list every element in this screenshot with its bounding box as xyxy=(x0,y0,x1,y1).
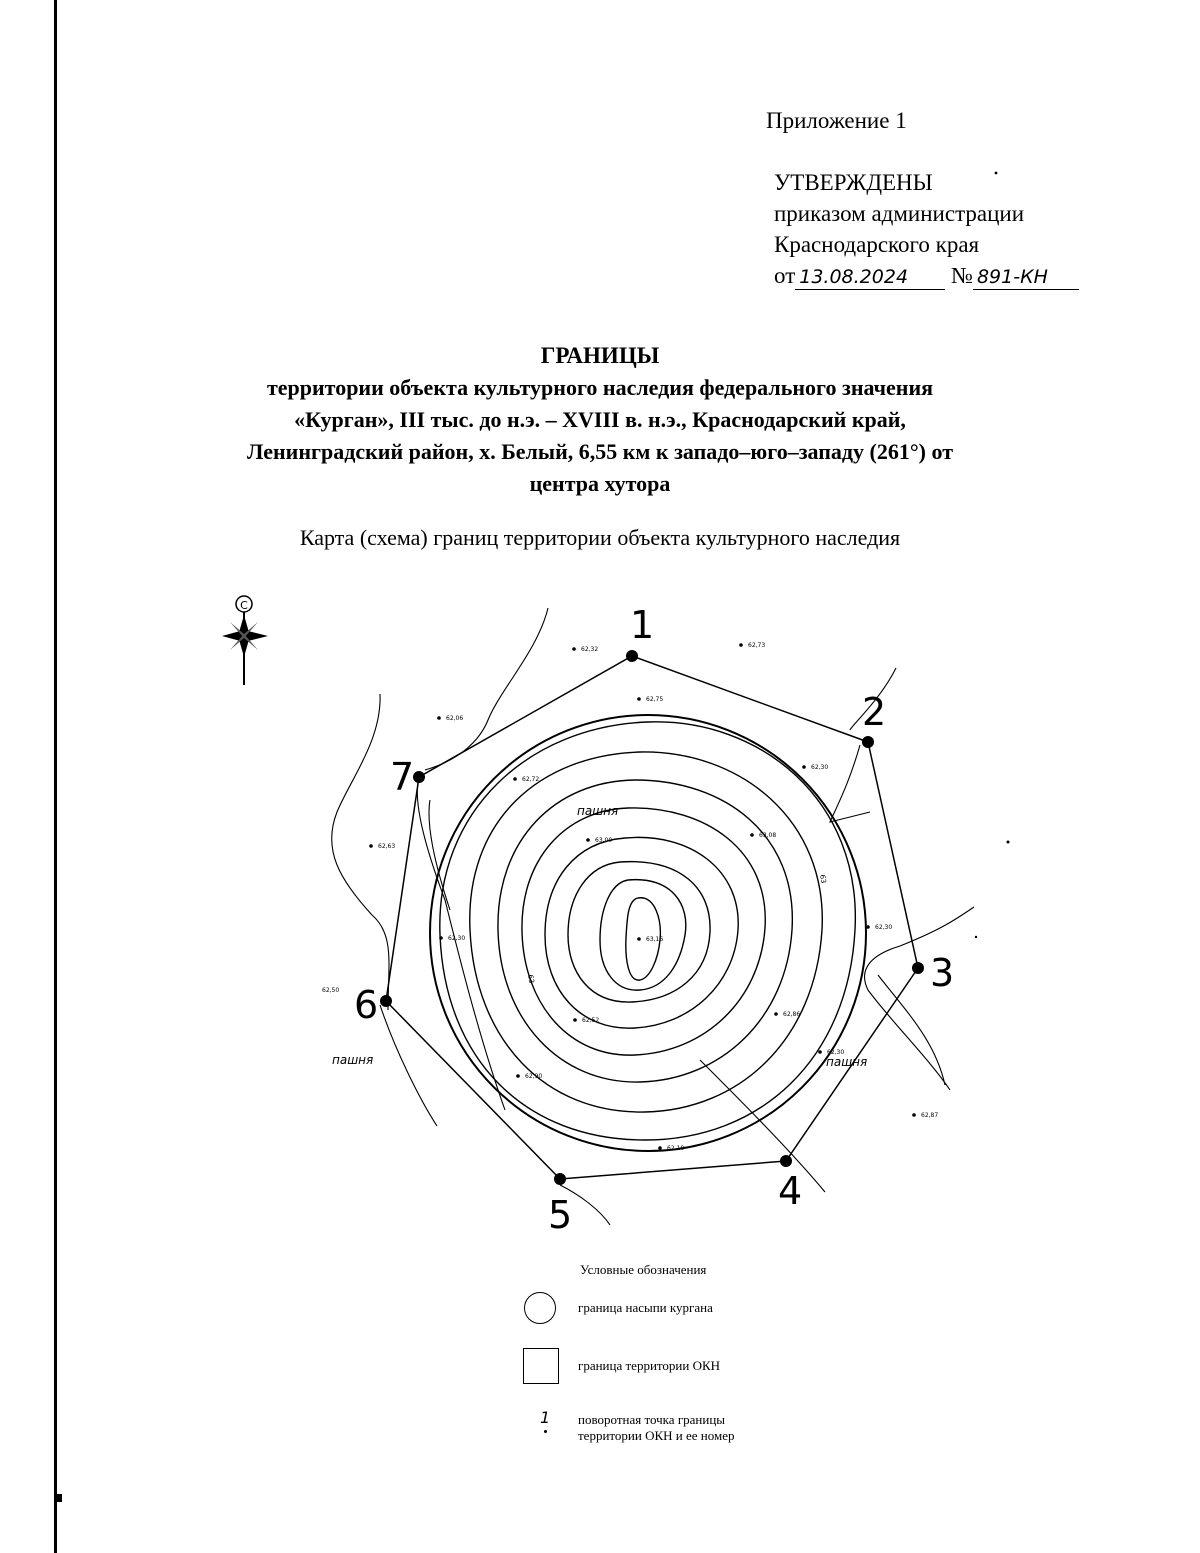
turning-point-7 xyxy=(413,771,425,783)
turning-points xyxy=(380,650,924,1185)
elevation-label: 62,52 xyxy=(582,1017,600,1024)
elevation-label: 62,50 xyxy=(322,987,340,994)
legend-mound-label: граница насыпи кургана xyxy=(578,1300,713,1315)
elevation-label: 62,06 xyxy=(446,715,464,722)
stray-mark xyxy=(1007,841,1010,844)
turning-point-number: 5 xyxy=(548,1193,573,1237)
elevation-label: 62,30 xyxy=(875,924,893,931)
legend-point-label-1: поворотная точка границы xyxy=(578,1412,726,1427)
elevation-label: 62,87 xyxy=(921,1112,939,1119)
elevation-label: 63,16 xyxy=(646,936,664,943)
legend-point-label-2: территории ОКН и ее номер xyxy=(578,1428,735,1443)
turning-point-number: 4 xyxy=(778,1169,803,1213)
elevation-label: 62,30 xyxy=(827,1049,845,1056)
elevation-label: 62,63 xyxy=(378,843,396,850)
compass-letter: С xyxy=(240,599,248,612)
elevation-label: 62,72 xyxy=(522,776,540,783)
area-label: пашня xyxy=(332,1053,374,1067)
turning-point-4 xyxy=(780,1155,792,1167)
square-symbol-icon xyxy=(523,1348,559,1384)
okn-territory-boundary xyxy=(386,656,918,1179)
turning-point-number: 3 xyxy=(930,951,955,995)
area-label: пашня xyxy=(577,804,619,818)
elevation-label: 62,86 xyxy=(783,1011,801,1018)
circle-symbol-icon xyxy=(524,1292,556,1324)
approved-line-2: Краснодарского края xyxy=(774,232,980,257)
elevation-label: 62,30 xyxy=(811,764,829,771)
title-line-2: «Курган», III тыс. до н.э. – XVIII в. н.э., Краснодарский край, xyxy=(294,407,906,432)
elevation-label: 62,30 xyxy=(448,935,466,942)
contour-label: 63 xyxy=(818,873,828,885)
turning-point-number: 6 xyxy=(354,983,379,1027)
approved-line-1: приказом администрации xyxy=(774,201,1025,226)
elevation-marks xyxy=(322,642,938,1152)
turning-point-2 xyxy=(862,736,874,748)
stray-mark xyxy=(995,172,998,175)
number-prefix: № xyxy=(951,263,973,288)
elevation-label: 63,08 xyxy=(759,832,777,839)
turning-point-symbol: 1 xyxy=(540,1408,551,1427)
elevation-label: 62,73 xyxy=(748,642,766,649)
approved-heading: УТВЕРЖДЕНЫ xyxy=(774,170,933,195)
title-line-3: Ленинградский район, х. Белый, 6,55 км к западо–юго–западу (261°) от xyxy=(246,439,954,464)
handwritten-number: 891-КН xyxy=(973,265,1079,290)
contour-lines xyxy=(440,722,856,1140)
title-line-1: территории объекта культурного наследия федерального значения xyxy=(266,375,934,400)
turning-point-6 xyxy=(380,995,392,1007)
turning-point-dot-icon xyxy=(544,1430,547,1433)
handwritten-date: 13.08.2024 xyxy=(795,265,945,290)
turning-point-5 xyxy=(554,1173,566,1185)
contour-label: 63 xyxy=(526,973,536,985)
turning-point-1 xyxy=(626,650,638,662)
elevation-label: 63,00 xyxy=(595,837,613,844)
elevation-label: 62,90 xyxy=(525,1073,543,1080)
turning-point-number: 2 xyxy=(862,690,887,734)
date-prefix: от xyxy=(774,263,796,288)
turning-point-number: 7 xyxy=(390,755,415,799)
title-heading: ГРАНИЦЫ xyxy=(540,343,660,368)
elevation-label: 62,32 xyxy=(581,646,599,653)
elevation-label: 62,10 xyxy=(667,1145,685,1152)
appendix-label: Приложение 1 xyxy=(766,108,907,133)
legend-title: Условные обозначения xyxy=(580,1262,707,1277)
legend-territory-label: граница территории ОКН xyxy=(578,1358,721,1373)
stray-mark xyxy=(975,936,977,938)
elevation-label: 62,75 xyxy=(646,696,664,703)
title-line-4: центра хутора xyxy=(529,471,671,496)
area-label: пашня xyxy=(826,1055,868,1069)
north-compass-icon xyxy=(222,596,268,685)
turning-point-3 xyxy=(912,962,924,974)
turning-point-number: 1 xyxy=(630,603,655,647)
map-subtitle: Карта (схема) границ территории объекта культурного наследия xyxy=(299,525,901,550)
